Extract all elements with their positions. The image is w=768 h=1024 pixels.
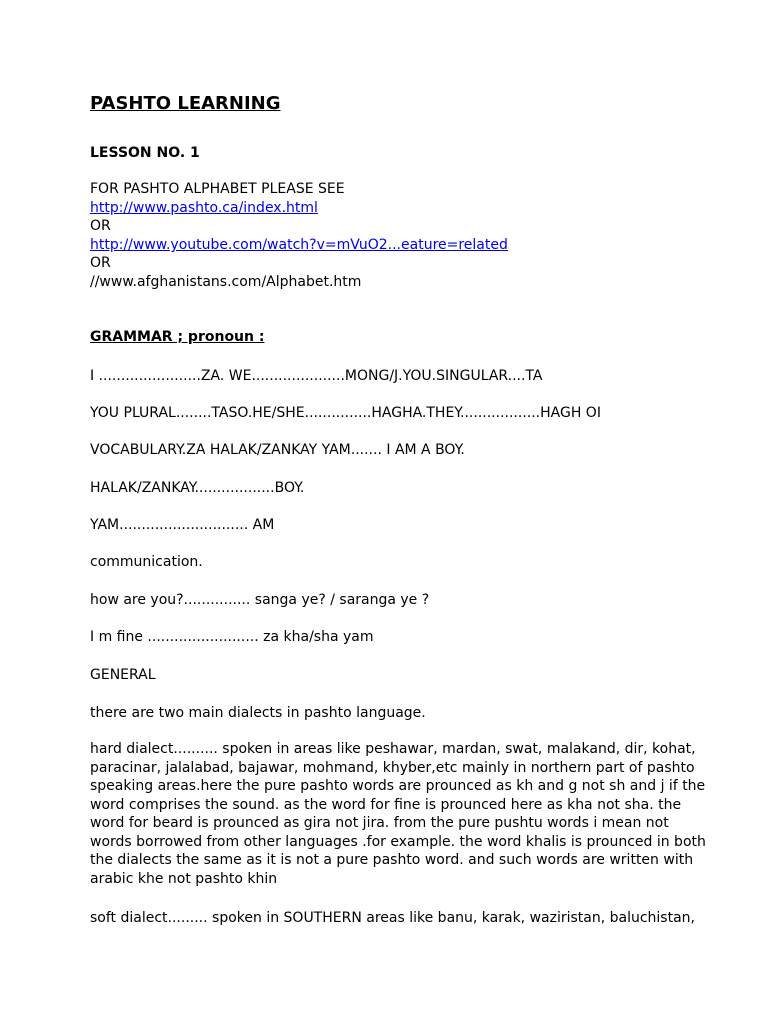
- vocab-am-line: YAM............................. AM: [90, 517, 275, 533]
- afghanistans-url-text: //www.afghanistans.com/Alphabet.htm: [90, 274, 362, 290]
- lesson-heading: LESSON NO. 1: [90, 145, 200, 161]
- or-text-2: OR: [90, 255, 111, 271]
- grammar-heading: GRAMMAR ; pronoun :: [90, 329, 265, 345]
- vocabulary-line: VOCABULARY.ZA HALAK/ZANKAY YAM....... I AM A BOY.: [90, 442, 465, 458]
- general-heading: GENERAL: [90, 667, 156, 683]
- how-are-you-line: how are you?............... sanga ye? / saranga ye ?: [90, 592, 430, 608]
- document-title: PASHTO LEARNING: [90, 93, 281, 114]
- pronoun-line-2: YOU PLURAL........TASO.HE/SHE...............HAGHA.THEY..................HAGH OI: [90, 405, 601, 421]
- soft-dialect-paragraph: soft dialect......... spoken in SOUTHERN areas like banu, karak, waziristan, baluchistan,: [90, 910, 695, 926]
- dialects-intro: there are two main dialects in pashto language.: [90, 705, 426, 721]
- pronoun-line-1: I .......................ZA. WE.....................MONG/J.YOU.SINGULAR....TA: [90, 368, 543, 384]
- communication-heading: communication.: [90, 554, 203, 570]
- pashto-ca-link[interactable]: http://www.pashto.ca/index.html: [90, 200, 318, 216]
- hard-dialect-paragraph: hard dialect.......... spoken in areas like peshawar, mardan, swat, malakand, dir, kohat, paracinar, jalalabad, bajawar, mohmand, khyber,etc mainly in northern part of pashto speaking areas.here the pure pashto words are prounced as kh and g not sh and j if the word comprises the sound. as the word for fine is prounced here as kha not sha. the word for beard is prounced as gira not jira. from the pure pushtu words i mean not words borrowed from other languages .for example. the word khalis is prounced in both the dialects the same as it is not a pure pashto word. and such words are written with arabic khe not pashto khin: [90, 741, 706, 887]
- youtube-link[interactable]: http://www.youtube.com/watch?v=mVuO2...eature=related: [90, 237, 508, 253]
- vocab-boy-line: HALAK/ZANKAY..................BOY.: [90, 480, 305, 496]
- im-fine-line: I m fine ......................... za kha/sha yam: [90, 629, 374, 645]
- alphabet-intro: FOR PASHTO ALPHABET PLEASE SEE: [90, 181, 345, 197]
- or-text-1: OR: [90, 218, 111, 234]
